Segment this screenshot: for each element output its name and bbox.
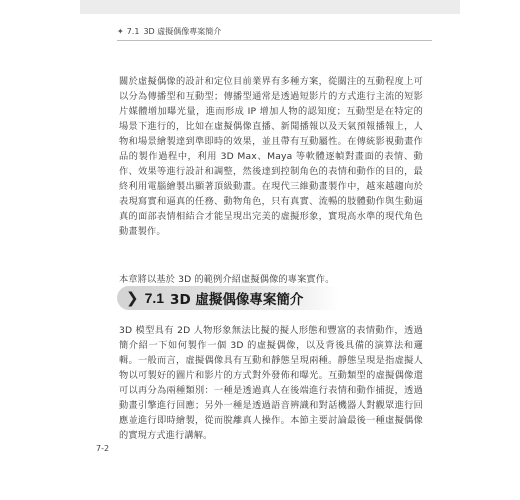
sparkle-icon: ✦ <box>117 27 124 36</box>
running-header-title: 3D 虛擬偶像專案簡介 <box>143 27 222 36</box>
section-heading-title: 3D 虛擬偶像專案簡介 <box>170 292 304 308</box>
header-divider <box>117 40 432 41</box>
body-paragraph: 3D 模型具有 2D 人物形象無法比擬的擬人形態和豐富的表情動作，透過簡介紹一下如何製作一個 3D 的虛擬偶像，以及背後具備的演算法和邏輯。一般而言，虛擬偶像具有互動和靜態呈現兩種。靜態呈現是指虛擬人物以可製好的圖片和影片的方式對外發佈和曝光。互動類型的虛擬偶像還可以再分為兩種類別：一種是透過真人在後端進行表情和動作捕捉，透過動畫引擎進行回應；另外一種是透過語音辨識和對話機器人對觀眾進行回應並進行即時繪製，從而脫離真人操作。本節主要討論最後一種虛擬偶像的實現方式進行講解。 <box>119 325 423 442</box>
section-heading-banner <box>117 286 339 310</box>
running-header <box>117 26 221 37</box>
chevron-right-icon: ❯ <box>126 288 139 307</box>
intro-paragraph: 關於虛擬偶像的設計和定位目前業界有多種方案，從關注的互動程度上可以分為傳播型和互動型；傳播型通常是透過短影片的方式進行主流的短影片媒體增加曝光量，進而形成 IP 增加人物的認知度；互動型是在特定的場景下進行的，比如在虛擬偶像直播、新聞播報以及天氣預報播報上，人物和場景繪製達到準即時的效果，並且帶有互動屬性。在傳統影視動畫作品的製作過程中，利用 3D Max、Maya 等軟體逐幀對畫面的表情、動作、效果等進行設計和調整，然後達到控制角色的表情和動作的目的，最終利用電腦繪製出顯著頂級動畫。在現代三維動畫製作中，越來越趨向於表現寫實和逼真的任務、動物角色，只有真實、流暢的肢體動作與生動逼真的面部表情相結合才能呈現出完美的虛擬形象，實現高水準的現代角色動畫製作。 <box>119 76 423 238</box>
top-header-band <box>80 0 460 14</box>
section-heading-number: 7.1 <box>144 290 165 306</box>
summary-paragraph: 本章將以基於 3D 的範例介紹虛擬偶像的專案實作。 <box>119 274 335 285</box>
running-header-section-number: 7.1 <box>126 27 140 36</box>
page-number: 7-2 <box>96 444 110 453</box>
